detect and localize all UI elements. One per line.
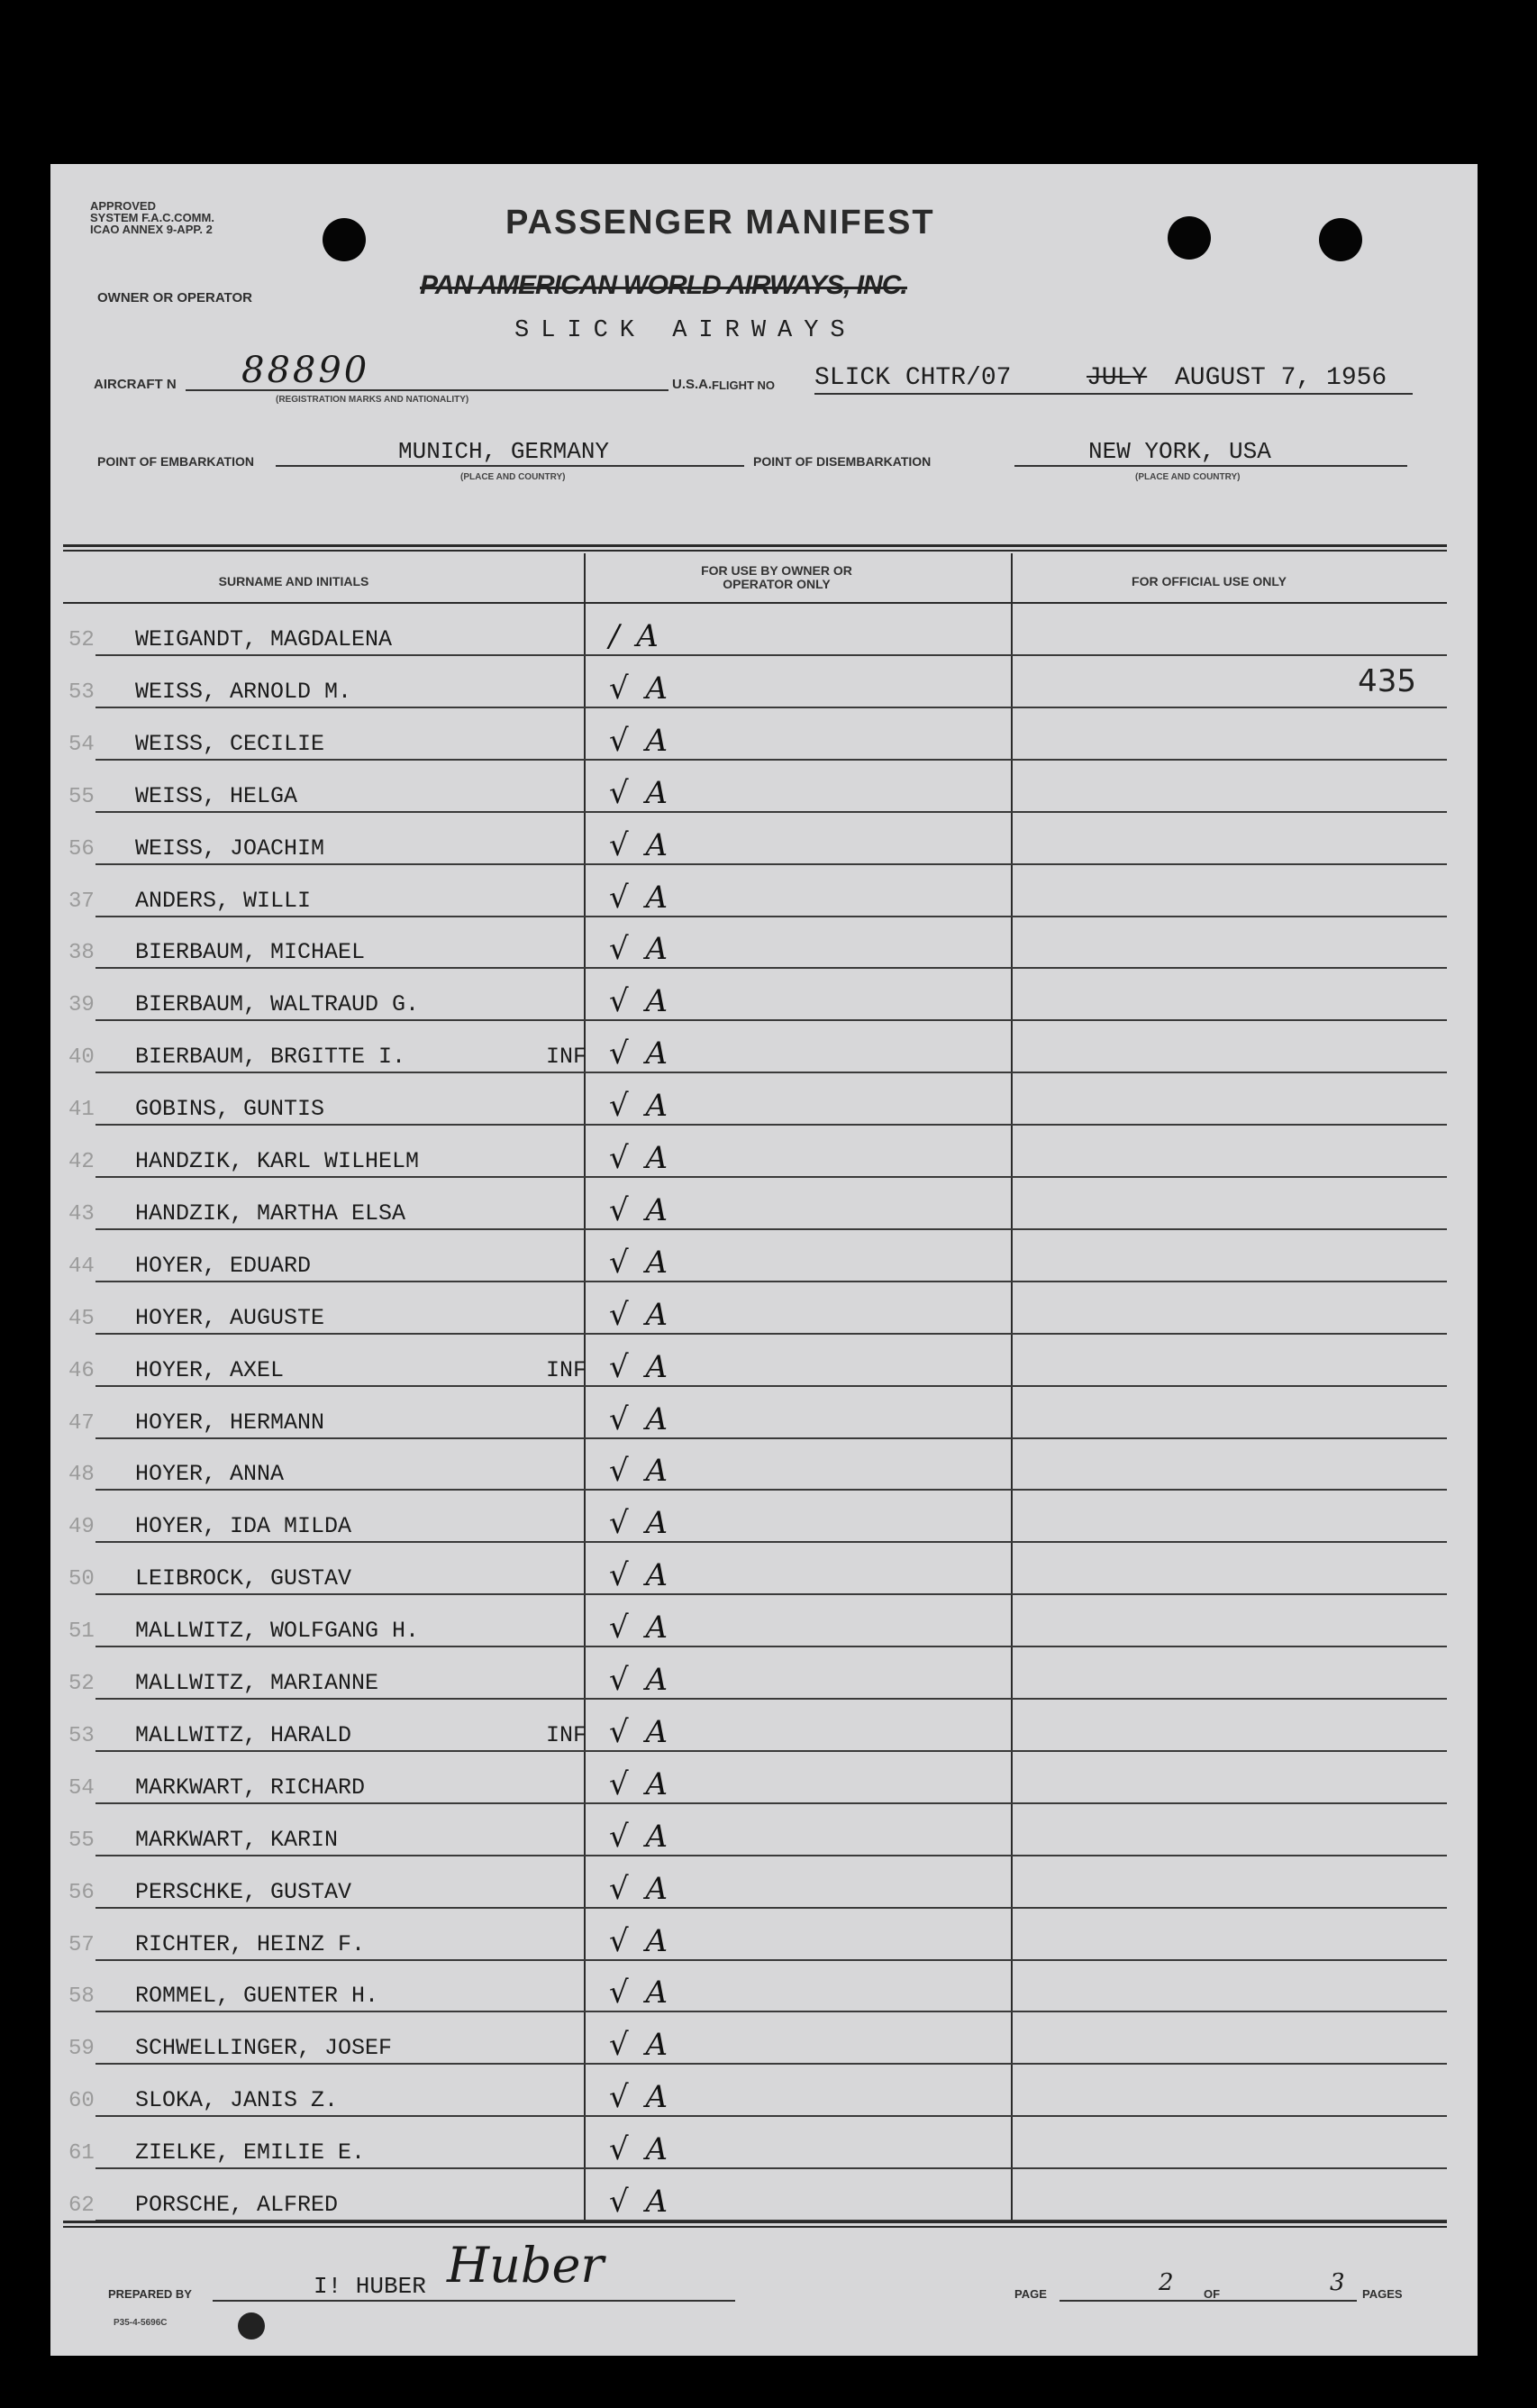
page-line <box>1060 2300 1357 2302</box>
page-label: PAGE <box>1014 2287 1047 2301</box>
passenger-name: HANDZIK, MARTHA ELSA <box>135 1199 406 1227</box>
operator-check-mark: √ A <box>609 1922 672 1959</box>
row-rule <box>95 1959 1447 1961</box>
passenger-name: WEISS, CECILIE <box>135 730 325 757</box>
passenger-number: 56 <box>68 836 95 862</box>
passenger-row <box>68 2068 1447 2121</box>
row-rule <box>95 1802 1447 1804</box>
passenger-name: LEIBROCK, GUSTAV <box>135 1565 352 1592</box>
row-rule <box>95 1750 1447 1752</box>
official-use-value: 435 <box>1358 662 1416 699</box>
row-rule <box>95 1124 1447 1126</box>
passenger-number: 53 <box>68 1723 95 1748</box>
passenger-name: WEISS, HELGA <box>135 782 298 809</box>
embarkation-value: MUNICH, GERMANY <box>398 438 610 465</box>
operator-name: SLICK AIRWAYS <box>514 317 857 344</box>
passenger-number: 46 <box>68 1358 95 1383</box>
usa-label: U.S.A. <box>672 377 713 392</box>
row-rule <box>95 916 1447 917</box>
passenger-row <box>68 1546 1447 1599</box>
row-rule <box>95 1907 1447 1909</box>
passenger-number: 51 <box>68 1619 95 1645</box>
operator-check-mark: √ A <box>609 2131 672 2168</box>
prepared-by: I! HUBER <box>314 2273 426 2300</box>
passenger-row <box>68 2121 1447 2173</box>
aircraft-caption: (REGISTRATION MARKS AND NATIONALITY) <box>276 395 469 405</box>
passenger-number: 52 <box>68 628 95 652</box>
row-rule <box>95 1019 1447 1021</box>
header-rule <box>63 544 1447 547</box>
operator-check-mark: √ A <box>609 1610 672 1646</box>
disembarkation-label: POINT OF DISEMBARKATION <box>753 454 932 469</box>
passenger-number: 50 <box>68 1567 95 1592</box>
aircraft-line <box>186 389 668 391</box>
passenger-number: 47 <box>68 1410 95 1436</box>
operator-check-mark: √ A <box>609 1505 672 1542</box>
prepared-line <box>213 2300 735 2302</box>
passenger-number: 39 <box>68 993 95 1018</box>
operator-check-mark: √ A <box>609 774 672 811</box>
passenger-row <box>68 660 1447 712</box>
page-number: 2 <box>1159 2269 1174 2296</box>
row-rule <box>95 863 1447 865</box>
passenger-number: 57 <box>68 1932 95 1957</box>
row-rule <box>95 759 1447 761</box>
row-rule <box>95 1489 1447 1491</box>
operator-check-mark: √ A <box>609 1348 672 1385</box>
passenger-number: 61 <box>68 2141 95 2166</box>
operator-check-mark: √ A <box>609 983 672 1020</box>
passenger-name: BIERBAUM, WALTRAUD G. <box>135 991 420 1018</box>
operator-check-mark: √ A <box>609 1191 672 1228</box>
approval-line: SYSTEM F.A.C.COMM. <box>90 211 214 224</box>
col-official-header: FOR OFFICIAL USE ONLY <box>1132 574 1287 588</box>
passenger-row <box>68 1129 1447 1181</box>
passenger-name: SLOKA, JANIS Z. <box>135 2087 339 2114</box>
passenger-name: HANDZIK, KARL WILHELM <box>135 1148 420 1174</box>
operator-check-mark: √ A <box>609 879 672 916</box>
passenger-row <box>68 1077 1447 1129</box>
manifest-sheet <box>50 164 1478 2356</box>
passenger-row <box>68 1025 1447 1077</box>
row-rule <box>95 1437 1447 1439</box>
passenger-number: 42 <box>68 1150 95 1174</box>
row-rule <box>95 654 1447 656</box>
passenger-row <box>68 1181 1447 1234</box>
passenger-name: ANDERS, WILLI <box>135 887 312 914</box>
passenger-row <box>68 920 1447 972</box>
disembark-line <box>1014 465 1407 467</box>
passenger-name: SCHWELLINGER, JOSEF <box>135 2035 393 2062</box>
passenger-name: MALLWITZ, HARALD <box>135 1721 352 1748</box>
passenger-name: HOYER, AUGUSTE <box>135 1304 325 1331</box>
disembarkation-value: NEW YORK, USA <box>1088 438 1271 465</box>
header-bottom-rule <box>63 602 1447 604</box>
operator-check-mark: √ A <box>609 1035 672 1072</box>
passenger-name: HOYER, EDUARD <box>135 1252 312 1279</box>
row-rule <box>95 2167 1447 2169</box>
passenger-number: 59 <box>68 2037 95 2062</box>
row-rule <box>95 1176 1447 1178</box>
flight-label: FLIGHT NO <box>712 379 776 392</box>
passenger-row <box>68 1651 1447 1703</box>
embark-caption: (PLACE AND COUNTRY) <box>460 472 566 482</box>
footer-rule <box>63 2221 1447 2223</box>
row-rule <box>95 967 1447 969</box>
of-label: OF <box>1204 2287 1221 2301</box>
operator-check-mark: √ A <box>609 1662 672 1698</box>
col-surname-header: SURNAME AND INITIALS <box>218 574 369 588</box>
row-rule <box>95 1281 1447 1282</box>
passenger-name: BIERBAUM, MICHAEL <box>135 939 366 966</box>
passenger-row <box>68 607 1447 660</box>
operator-check-mark: √ A <box>609 1557 672 1594</box>
passenger-number: 48 <box>68 1463 95 1488</box>
passenger-row <box>68 2173 1447 2225</box>
passenger-name: PORSCHE, ALFRED <box>135 2192 339 2218</box>
row-rule <box>95 1646 1447 1647</box>
passenger-name: HOYER, HERMANN <box>135 1409 325 1436</box>
row-rule <box>95 1228 1447 1230</box>
passenger-row <box>68 972 1447 1025</box>
row-rule <box>95 811 1447 813</box>
approval-line: ICAO ANNEX 9-APP. 2 <box>90 223 213 236</box>
disembark-caption: (PLACE AND COUNTRY) <box>1135 472 1241 482</box>
passenger-number: 41 <box>68 1098 95 1123</box>
passenger-name: ZIELKE, EMILIE E. <box>135 2139 366 2166</box>
passenger-row <box>68 1808 1447 1860</box>
struck-operator: PAN AMERICAN WORLD AIRWAYS, INC. <box>420 270 907 300</box>
passenger-number: 44 <box>68 1254 95 1279</box>
passenger-name: RICHTER, HEINZ F. <box>135 1930 366 1957</box>
passenger-name: PERSCHKE, GUSTAV <box>135 1878 352 1905</box>
approval-stamp <box>90 200 270 235</box>
aircraft-number: 88890 <box>241 350 370 391</box>
operator-check-mark: √ A <box>609 1765 672 1802</box>
passenger-row <box>68 764 1447 816</box>
row-rule <box>95 707 1447 708</box>
operator-check-mark: √ A <box>609 1088 672 1125</box>
row-rule <box>95 1541 1447 1543</box>
operator-check-mark: √ A <box>609 1140 672 1176</box>
row-rule <box>95 1593 1447 1595</box>
passenger-number: 43 <box>68 1201 95 1227</box>
passenger-number: 55 <box>68 784 95 809</box>
row-rule <box>95 2011 1447 2012</box>
passenger-row <box>68 1234 1447 1286</box>
operator-check-mark: √ A <box>609 722 672 759</box>
page-title: PASSENGER MANIFEST <box>505 204 935 242</box>
passenger-name: ROMMEL, GUENTER H. <box>135 1983 379 2010</box>
punch-hole <box>323 218 366 261</box>
operator-check-mark: / A <box>609 618 662 654</box>
row-rule <box>95 1385 1447 1387</box>
passenger-row <box>68 1756 1447 1808</box>
passenger-number: 54 <box>68 1775 95 1801</box>
passenger-name: WEISS, ARNOLD M. <box>135 678 352 705</box>
passenger-number: 52 <box>68 1672 95 1696</box>
infant-flag: INF <box>546 1721 587 1748</box>
flight-number: SLICK CHTR/07 <box>814 364 1012 392</box>
approval-line: APPROVED <box>90 199 156 213</box>
pages-label: PAGES <box>1362 2287 1403 2301</box>
row-rule <box>95 1072 1447 1073</box>
struck-date: JULY <box>1087 364 1148 392</box>
operator-check-mark: √ A <box>609 1975 672 2011</box>
passenger-number: 55 <box>68 1828 95 1853</box>
passenger-row <box>68 1860 1447 1912</box>
passenger-number: 60 <box>68 2089 95 2114</box>
row-rule <box>95 1333 1447 1335</box>
passenger-number: 45 <box>68 1306 95 1331</box>
passenger-row <box>68 1338 1447 1391</box>
passenger-name: MALLWITZ, MARIANNE <box>135 1670 379 1696</box>
row-rule <box>95 1855 1447 1856</box>
passenger-name: WEISS, JOACHIM <box>135 835 325 862</box>
passenger-row <box>68 712 1447 764</box>
operator-check-mark: √ A <box>609 1713 672 1750</box>
passenger-name: WEIGANDT, MAGDALENA <box>135 626 393 652</box>
passenger-row <box>68 1703 1447 1756</box>
operator-check-mark: √ A <box>609 1400 672 1437</box>
aircraft-label: AIRCRAFT N <box>94 377 177 392</box>
passenger-row <box>68 1494 1447 1546</box>
operator-check-mark: √ A <box>609 1818 672 1855</box>
passenger-number: 62 <box>68 2194 95 2218</box>
passenger-name: MALLWITZ, WOLFGANG H. <box>135 1618 420 1645</box>
infant-flag: INF <box>546 1356 587 1383</box>
passenger-row <box>68 869 1447 921</box>
passenger-row <box>68 2016 1447 2068</box>
operator-check-mark: √ A <box>609 1870 672 1907</box>
passenger-name: HOYER, AXEL <box>135 1356 285 1383</box>
passenger-row <box>68 816 1447 869</box>
passenger-row <box>68 1964 1447 2016</box>
passenger-number: 37 <box>68 889 95 914</box>
passenger-number: 38 <box>68 941 95 966</box>
passenger-row <box>68 1599 1447 1651</box>
footer-rule <box>63 2226 1447 2228</box>
passenger-name: HOYER, IDA MILDA <box>135 1513 352 1540</box>
passenger-name: BIERBAUM, BRGITTE I. <box>135 1044 406 1071</box>
punch-hole <box>1319 218 1362 261</box>
manifest-date: AUGUST 7, 1956 <box>1175 364 1387 392</box>
passenger-number: 58 <box>68 1984 95 2010</box>
operator-check-mark: √ A <box>609 1296 672 1333</box>
passenger-name: MARKWART, KARIN <box>135 1826 339 1853</box>
union-seal-icon <box>238 2312 265 2340</box>
passenger-row <box>68 1391 1447 1443</box>
operator-check-mark: √ A <box>609 826 672 863</box>
col-owner-header: FOR USE BY OWNER OR OPERATOR ONLY <box>701 563 852 591</box>
total-pages: 3 <box>1330 2269 1345 2296</box>
passenger-name: MARKWART, RICHARD <box>135 1774 366 1801</box>
embarkation-label: POINT OF EMBARKATION <box>97 454 254 469</box>
passenger-number: 53 <box>68 680 95 705</box>
row-rule <box>95 2063 1447 2065</box>
infant-flag: INF <box>546 1044 587 1071</box>
passenger-number: 54 <box>68 732 95 757</box>
operator-check-mark: √ A <box>609 2027 672 2064</box>
operator-check-mark: √ A <box>609 1244 672 1281</box>
passenger-number: 49 <box>68 1515 95 1540</box>
passenger-number: 40 <box>68 1045 95 1071</box>
passenger-number: 56 <box>68 1880 95 1905</box>
owner-label: OWNER OR OPERATOR <box>97 290 252 306</box>
operator-check-mark: √ A <box>609 2184 672 2220</box>
passenger-name: HOYER, ANNA <box>135 1461 285 1488</box>
flight-line <box>814 393 1413 395</box>
operator-check-mark: √ A <box>609 2079 672 2116</box>
passenger-name: GOBINS, GUNTIS <box>135 1096 325 1123</box>
operator-check-mark: √ A <box>609 670 672 707</box>
passenger-row <box>68 1442 1447 1494</box>
passenger-row <box>68 1286 1447 1338</box>
signature: Huber <box>447 2237 605 2294</box>
header-rule <box>63 550 1447 552</box>
punch-hole <box>1168 216 1211 260</box>
passenger-row <box>68 1912 1447 1965</box>
row-rule <box>95 1698 1447 1700</box>
operator-check-mark: √ A <box>609 931 672 968</box>
form-number: P35-4-5696C <box>114 2318 168 2328</box>
embark-line <box>276 465 744 467</box>
row-rule <box>95 2115 1447 2117</box>
operator-check-mark: √ A <box>609 1453 672 1490</box>
prepared-label: PREPARED BY <box>108 2287 192 2301</box>
